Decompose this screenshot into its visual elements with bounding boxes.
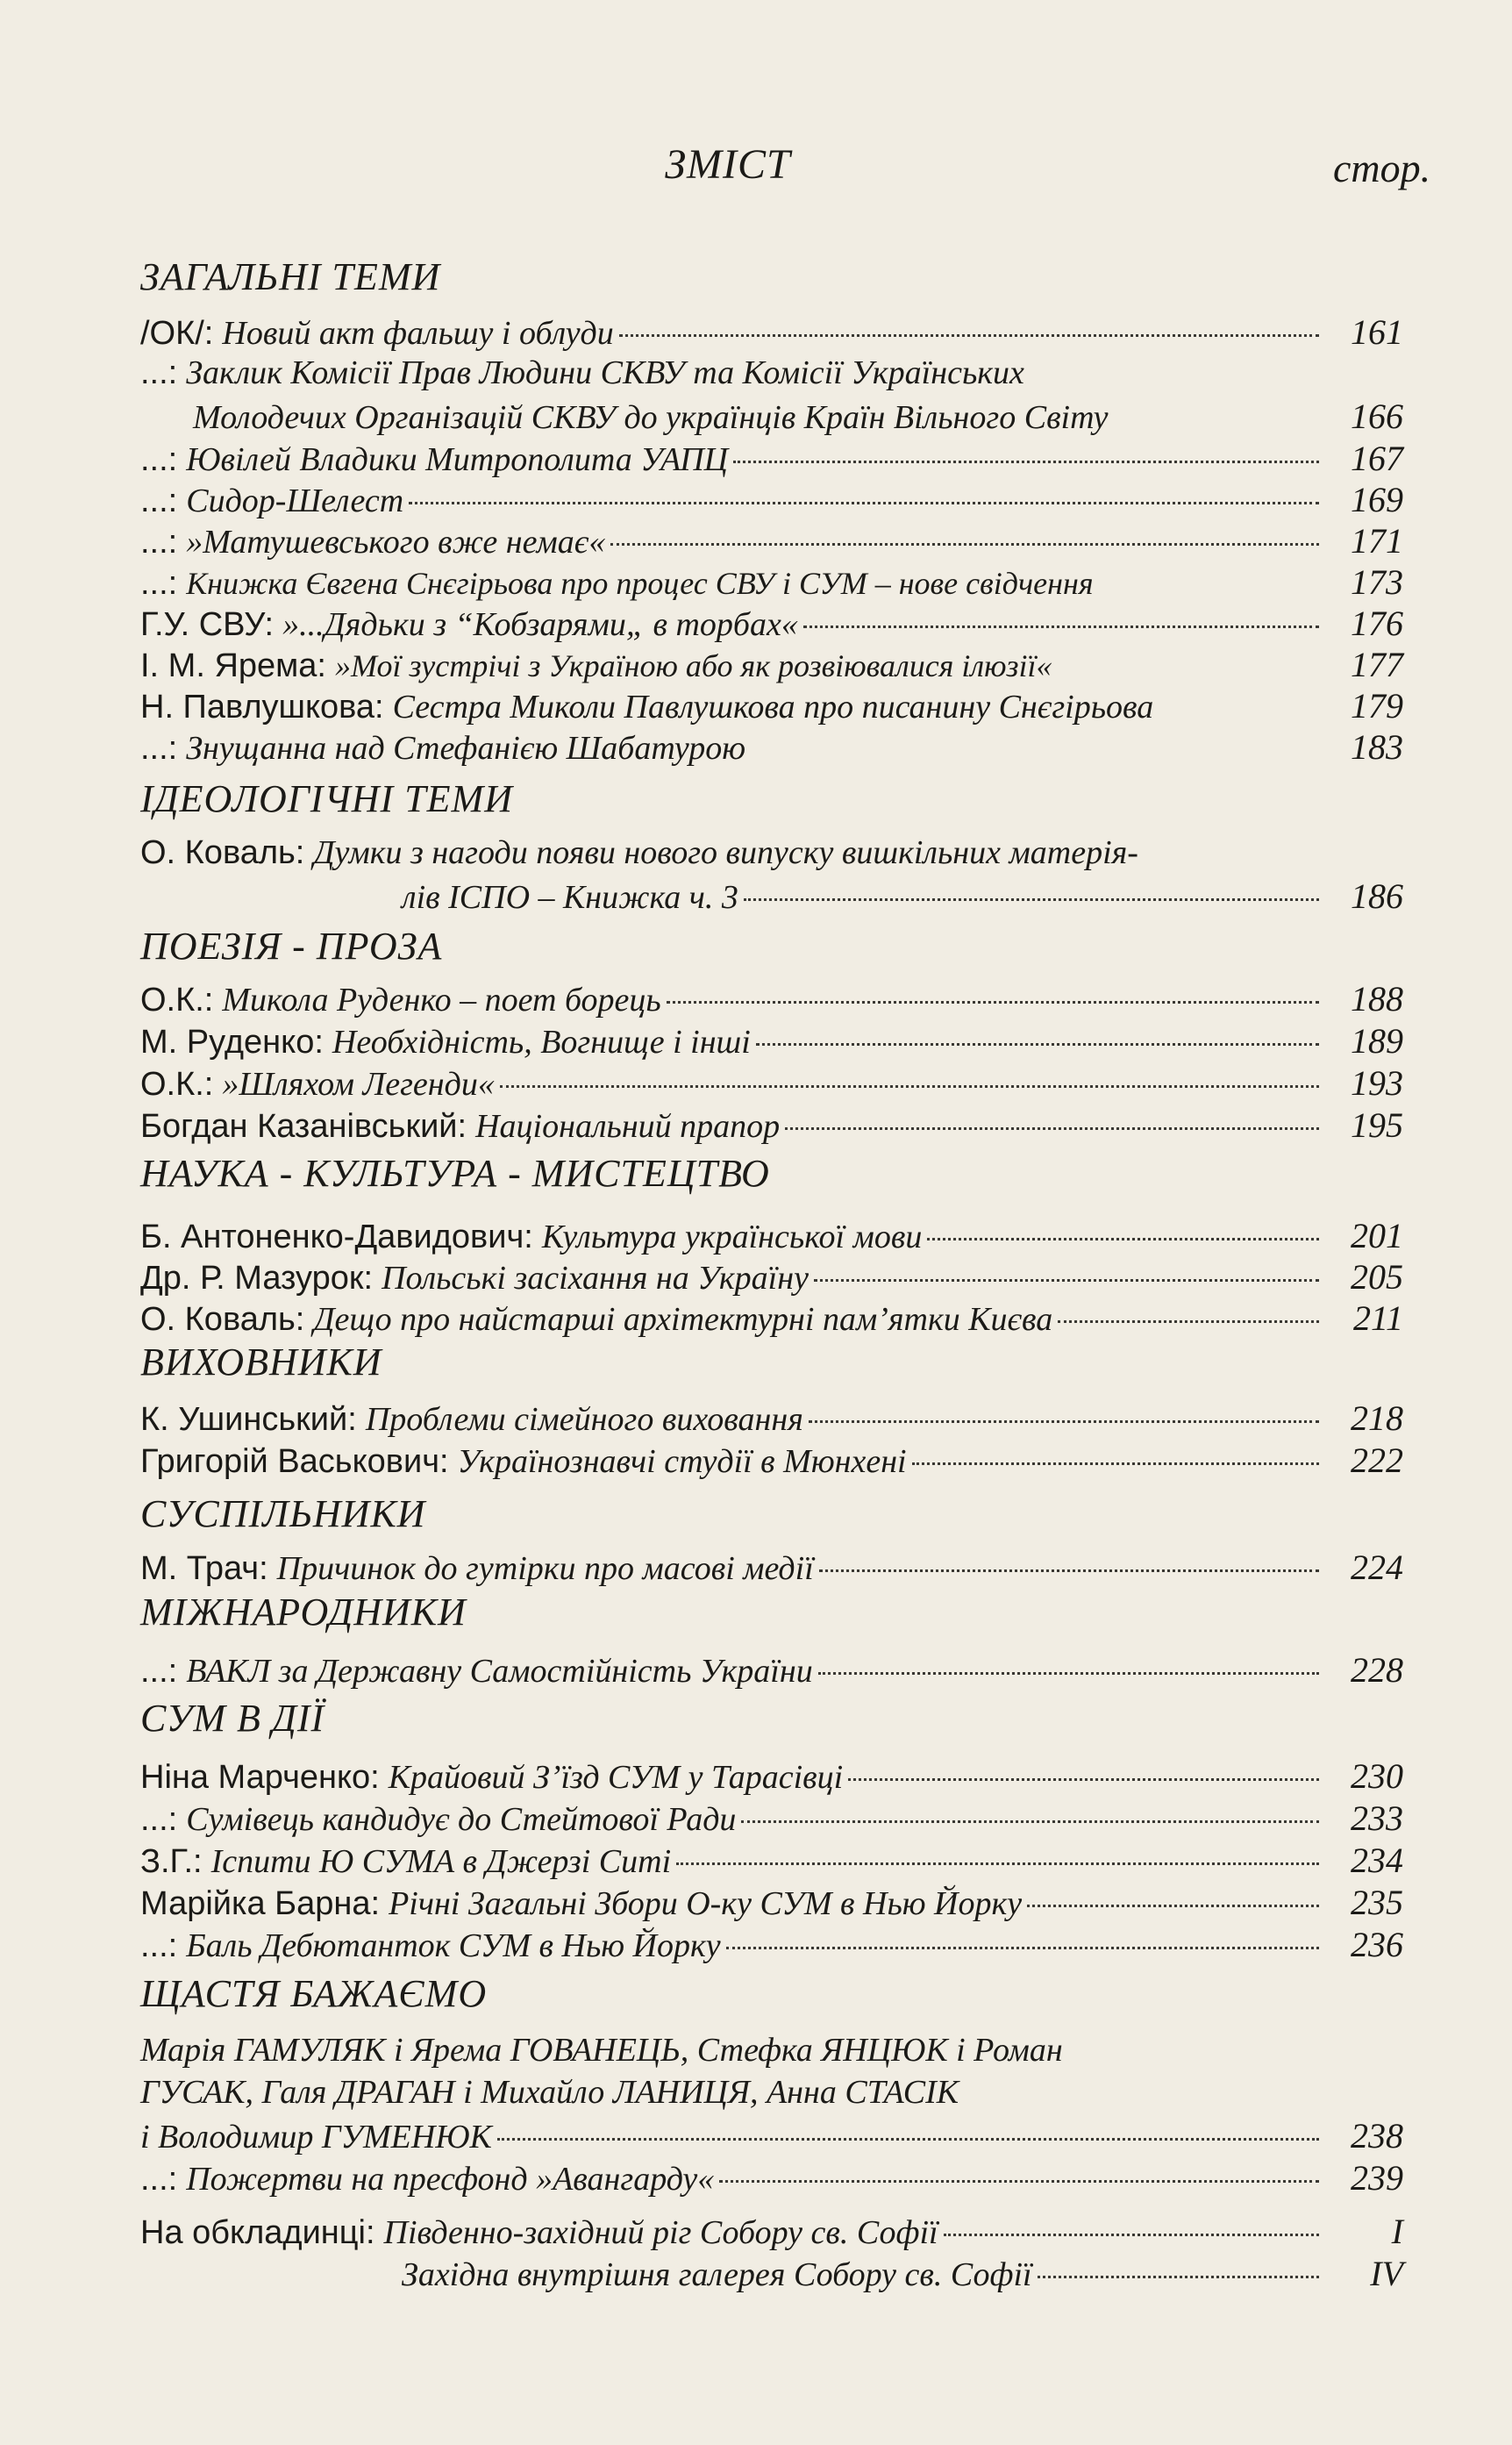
dot-leader xyxy=(1027,1905,1319,1907)
toc-entry xyxy=(140,1547,1403,1588)
toc-entry xyxy=(140,1215,1403,1256)
entry-page: 228 xyxy=(1351,1650,1403,1690)
toc-entry xyxy=(140,2211,1403,2252)
dot-leader xyxy=(610,543,1319,546)
entry-title: Українознавчі студії в Мюнхені xyxy=(457,1443,907,1480)
entry-page: 171 xyxy=(1351,521,1403,561)
dot-leader xyxy=(912,1462,1319,1465)
entry-author: ...: xyxy=(140,2161,178,2198)
entry-title: Річні Загальні Збори О-ку СУМ в Нью Йорку xyxy=(389,1885,1023,1922)
section-heading: ВИХОВНИКИ xyxy=(140,1340,382,1383)
entry-page: 236 xyxy=(1351,1925,1403,1964)
dot-leader xyxy=(1038,2276,1319,2278)
entry-title: Книжка Євгена Снєгірьова про процес СВУ і СУМ – нове свідчення xyxy=(186,566,1094,601)
section-heading: НАУКА - КУЛЬТУРА - МИСТЕЦТВО xyxy=(140,1152,770,1195)
entry-title: Крайовий З’їзд СУМ у Тарасівці xyxy=(388,1759,844,1796)
entry-author: О. Коваль: xyxy=(140,1301,305,1338)
dot-leader xyxy=(927,1238,1319,1240)
dot-leader xyxy=(1058,1320,1319,1323)
entry-title: »Матушевського вже немає« xyxy=(186,524,606,561)
entry-page: 230 xyxy=(1351,1756,1403,1796)
toc-entry xyxy=(140,1649,1403,1691)
entry-author: Богдан Казанівський: xyxy=(140,1108,467,1145)
entry-title: лів ІСПО – Книжка ч. 3 xyxy=(402,879,738,916)
section-heading: ПОЕЗІЯ - ПРОЗА xyxy=(140,925,443,968)
entry-page: 179 xyxy=(1351,686,1403,726)
toc-entry xyxy=(140,978,1403,1019)
entry-page: 189 xyxy=(1351,1021,1403,1061)
toc-entry xyxy=(140,833,1403,872)
dot-leader xyxy=(1058,667,1319,669)
entry-page: 177 xyxy=(1351,645,1403,684)
entry-title: Пожертви на пресфонд »Авангарду« xyxy=(186,2161,715,2198)
entry-title: Культура української мови xyxy=(541,1219,923,1255)
entry-author: О.К.: xyxy=(140,1066,214,1103)
entry-title: Причинок до гутірки про масові медії xyxy=(276,1550,814,1587)
entry-author: Г.У. СВУ: xyxy=(140,606,275,643)
section-heading: ІДЕОЛОГІЧНІ ТЕМИ xyxy=(140,777,513,820)
dot-leader xyxy=(733,461,1319,463)
section-heading: МІЖНАРОДНИКИ xyxy=(140,1591,467,1634)
entry-page: 205 xyxy=(1351,1257,1403,1297)
entry-author: Н. Павлушкова: xyxy=(140,689,384,726)
entry-title: Новий акт фальшу і облуди xyxy=(222,315,614,352)
dot-leader xyxy=(667,1001,1319,1004)
entry-page: I xyxy=(1391,2212,1403,2251)
toc-entry xyxy=(140,603,1403,644)
entry-title: Знущанна над Стефанією Шабатурою xyxy=(186,730,746,767)
entry-title: »Мої зустрічі з Україною або як розвіювалися ілюзії« xyxy=(334,648,1052,683)
entry-author: ...: xyxy=(140,730,178,767)
entry-title: Дещо про найстарші архітектурні пам’ятки Києва xyxy=(313,1301,1053,1338)
dot-leader xyxy=(1159,708,1319,711)
entry-author: Др. Р. Мазурок: xyxy=(140,1260,374,1297)
section-heading: СУСПІЛЬНИКИ xyxy=(140,1492,426,1535)
toc-entry xyxy=(140,1755,1403,1797)
entry-author: Б. Антоненко-Давидович: xyxy=(140,1219,533,1255)
entry-title: Баль Дебютанток СУМ в Нью Йорку xyxy=(186,1927,721,1964)
toc-entry xyxy=(140,1882,1403,1923)
entry-title: Національний прапор xyxy=(475,1108,781,1145)
toc-entry xyxy=(140,1924,1403,1965)
dot-leader xyxy=(744,898,1319,901)
toc-entry-continuation xyxy=(193,396,1403,437)
entry-page: 224 xyxy=(1351,1548,1403,1587)
entry-author: ...: xyxy=(140,1927,178,1964)
toc-entry xyxy=(140,1105,1403,1146)
entry-page: 166 xyxy=(1351,397,1403,436)
entry-page: 173 xyxy=(1351,562,1403,602)
entry-title: Західна внутрішня галерея Собору св. Софії xyxy=(402,2256,1032,2293)
entry-author: ...: xyxy=(140,354,178,391)
dot-leader xyxy=(785,1127,1319,1130)
toc-entry xyxy=(140,2115,1403,2156)
dot-leader xyxy=(818,1672,1319,1675)
entry-title: Думки з нагоди появи нового випуску вишкільних матерія- xyxy=(313,834,1138,871)
entry-author: /ОК/: xyxy=(140,315,214,352)
toc-entry xyxy=(140,561,1403,603)
entry-title: Сидор-Шелест xyxy=(186,483,404,519)
dot-leader xyxy=(814,1279,1319,1282)
dot-leader xyxy=(756,1043,1319,1046)
dot-leader xyxy=(719,2180,1319,2183)
toc-entry xyxy=(140,726,1403,768)
entry-author: На обкладинці: xyxy=(140,2214,375,2251)
section-heading: СУМ В ДІЇ xyxy=(140,1697,325,1740)
entry-page: 201 xyxy=(1351,1216,1403,1255)
entry-page: 193 xyxy=(1351,1063,1403,1103)
toc-entry xyxy=(140,644,1403,685)
entry-title: ВАКЛ за Державну Самостійність України xyxy=(186,1653,813,1690)
dot-leader xyxy=(497,2138,1319,2141)
entry-author: О. Коваль: xyxy=(140,834,305,871)
entry-title: Необхідність, Вогнище і інші xyxy=(332,1024,751,1061)
entry-page: 222 xyxy=(1351,1441,1403,1480)
entry-author: ...: xyxy=(140,441,178,478)
entry-page: 235 xyxy=(1351,1883,1403,1922)
entry-page: 161 xyxy=(1351,312,1403,352)
toc-entry xyxy=(140,1020,1403,1062)
entry-author: ...: xyxy=(140,565,178,602)
dot-leader xyxy=(676,1862,1319,1865)
entry-title: »...Дядьки з “Кобзарями„ в торбах« xyxy=(282,606,798,643)
entry-title: Молодечих Організацій СКВУ до українців Країн Вільного Світу xyxy=(193,399,1109,436)
entry-author: Марійка Барна: xyxy=(140,1885,381,1922)
entry-title: Ювілей Владики Митрополита УАПЦ xyxy=(186,441,729,478)
entry-page: 169 xyxy=(1351,480,1403,519)
toc-entry xyxy=(140,685,1403,726)
entry-title: Польські засіхання на Україну xyxy=(382,1260,809,1297)
entry-title: Сестра Миколи Павлушкова про писанину Снєгірьова xyxy=(392,689,1154,726)
entry-author: ...: xyxy=(140,524,178,561)
entry-author: О.К.: xyxy=(140,982,214,1019)
entry-page: 234 xyxy=(1351,1841,1403,1880)
toc-entry xyxy=(140,479,1403,520)
toc-entry xyxy=(140,311,1403,353)
toc-entry xyxy=(140,1840,1403,1881)
entry-page: 238 xyxy=(1351,2116,1403,2155)
toc-entry xyxy=(140,438,1403,479)
toc-entry xyxy=(140,1062,1403,1104)
toc-entry-continuation xyxy=(402,876,1403,917)
dot-leader xyxy=(819,1569,1319,1572)
section-heading: ЩАСТЯ БАЖАЄМО xyxy=(140,1972,488,2015)
entry-page: 167 xyxy=(1351,439,1403,478)
entry-author: І. М. Ярема: xyxy=(140,647,326,684)
entry-page: 176 xyxy=(1351,604,1403,643)
dot-leader xyxy=(409,502,1319,504)
entry-author: М. Трач: xyxy=(140,1550,268,1587)
entry-page: 188 xyxy=(1351,979,1403,1019)
page-title: ЗМІСТ xyxy=(665,141,791,188)
toc-entry xyxy=(140,1256,1403,1298)
toc-entry xyxy=(140,2157,1403,2198)
entry-title: Заклик Комісії Прав Людини СКВУ та Комісії Українських xyxy=(186,354,1024,391)
dot-leader xyxy=(809,1420,1319,1423)
dot-leader xyxy=(619,334,1319,337)
entry-page: 183 xyxy=(1351,727,1403,767)
entry-title: Південно-західний ріг Собору св. Софії xyxy=(383,2214,938,2251)
entry-page: 218 xyxy=(1351,1398,1403,1438)
entry-page: 233 xyxy=(1351,1798,1403,1838)
wishes-line: ГУСАК, Галя ДРАГАН і Михайло ЛАНИЦЯ, Анна СТАСІК xyxy=(140,2074,959,2111)
wishes-line: Марія ГАМУЛЯК і Ярема ГОВАНЕЦЬ, Стефка ЯНЦЮК і Роман xyxy=(140,2032,1063,2069)
dot-leader xyxy=(726,1947,1319,1949)
dot-leader xyxy=(803,626,1319,628)
toc-entry xyxy=(140,1798,1403,1839)
entry-page: 195 xyxy=(1351,1105,1403,1145)
entry-author: ...: xyxy=(140,483,178,519)
entry-page: 211 xyxy=(1352,1298,1403,1338)
entry-author: ...: xyxy=(140,1801,178,1838)
toc-entry xyxy=(140,1298,1403,1339)
toc-entry xyxy=(140,520,1403,561)
entry-author: З.Г.: xyxy=(140,1843,203,1880)
toc-entry xyxy=(402,2253,1403,2294)
entry-author: Григорій Васькович: xyxy=(140,1443,449,1480)
entry-title: »Шляхом Легенди« xyxy=(222,1066,495,1103)
entry-page: 239 xyxy=(1351,2158,1403,2198)
page-column-label: стор. xyxy=(1333,146,1431,190)
entry-title: Микола Руденко – поет борець xyxy=(222,982,661,1019)
entry-title: і Володимир ГУМЕНЮК xyxy=(140,2119,492,2155)
dot-leader xyxy=(1099,584,1319,587)
dot-leader xyxy=(848,1778,1319,1781)
entry-page: IV xyxy=(1370,2254,1403,2293)
entry-author: ...: xyxy=(140,1653,178,1690)
toc-entry xyxy=(140,1398,1403,1439)
dot-leader xyxy=(741,1820,1319,1823)
dot-leader xyxy=(944,2234,1319,2236)
entry-author: М. Руденко: xyxy=(140,1024,324,1061)
entry-title: Сумівець кандидує до Стейтової Ради xyxy=(186,1801,737,1838)
dot-leader xyxy=(500,1085,1319,1088)
dot-leader xyxy=(751,749,1319,752)
entry-author: К. Ушинський: xyxy=(140,1401,357,1438)
entry-title: Проблеми сімейного виховання xyxy=(365,1401,803,1438)
dot-leader xyxy=(1113,418,1319,421)
entry-title: Іспити Ю СУМА в Джерзі Ситі xyxy=(210,1843,672,1880)
section-heading: ЗАГАЛЬНІ ТЕМИ xyxy=(140,255,441,298)
toc-entry xyxy=(140,1440,1403,1481)
entry-page: 186 xyxy=(1351,876,1403,916)
toc-entry xyxy=(140,354,1403,392)
entry-author: Ніна Марченко: xyxy=(140,1759,380,1796)
